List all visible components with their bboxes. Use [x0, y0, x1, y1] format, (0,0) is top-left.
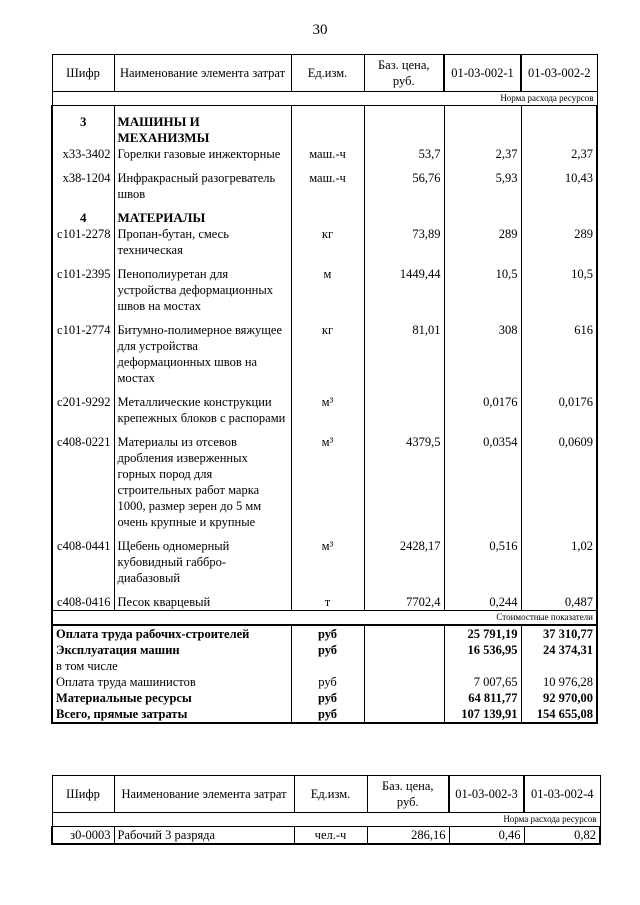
empty-cell: [364, 658, 444, 674]
spacer-cell: [52, 106, 114, 115]
empty-cell: [291, 210, 364, 226]
resource-norm-1: 10,5: [444, 266, 521, 314]
empty-cell: [364, 114, 444, 146]
spacer-cell: [444, 530, 521, 538]
spacer-cell: [291, 106, 364, 115]
cost-value-2: 24 374,31: [521, 642, 597, 658]
cost-row: [52, 706, 597, 723]
cost-label-row: [52, 611, 597, 626]
spacer-cell: [52, 162, 114, 170]
header-unit: Ед.изм.: [291, 55, 364, 92]
resource-code: с201-9292: [52, 394, 114, 426]
spacer-cell: [444, 106, 521, 115]
table-row: [52, 538, 597, 586]
spacer-cell: [291, 530, 364, 538]
resource-norm-1: 5,93: [444, 170, 521, 202]
resource-norm-2: 289: [521, 226, 597, 258]
spacer-cell: [52, 314, 114, 322]
spacer-cell: [364, 426, 444, 434]
section-title: МАТЕРИАЛЫ: [114, 210, 291, 226]
section-number: 4: [52, 210, 114, 226]
resource-norm-1: 0,244: [444, 594, 521, 611]
empty-cell: [521, 114, 597, 146]
spacer-cell: [521, 530, 597, 538]
spacer-row: [52, 202, 597, 210]
spacer-cell: [291, 202, 364, 210]
resource-price: 56,76: [364, 170, 444, 202]
table-body: [52, 827, 600, 845]
spacer-cell: [364, 386, 444, 394]
resource-price: 4379,5: [364, 434, 444, 530]
resource-unit: кг: [291, 322, 364, 386]
resource-code: с408-0221: [52, 434, 114, 530]
spacer-cell: [444, 386, 521, 394]
cost-row: [52, 674, 597, 690]
section-number: 3: [52, 114, 114, 146]
resource-price: 81,01: [364, 322, 444, 386]
header-col2: 01-03-002-4: [524, 776, 600, 813]
cost-value-2: 37 310,77: [521, 625, 597, 642]
spacer-cell: [521, 426, 597, 434]
norm-row: [52, 813, 600, 827]
header-price: Баз. цена, руб.: [367, 776, 449, 813]
empty-cell: [364, 706, 444, 723]
cost-value-1: [444, 658, 521, 674]
cost-value-1: 16 536,95: [444, 642, 521, 658]
spacer-cell: [364, 106, 444, 115]
header-name: Наименование элемента затрат: [114, 55, 291, 92]
resource-unit: м³: [291, 434, 364, 530]
spacer-cell: [521, 202, 597, 210]
spacer-cell: [364, 530, 444, 538]
spacer-cell: [114, 530, 291, 538]
spacer-cell: [521, 586, 597, 594]
spacer-cell: [444, 258, 521, 266]
spacer-cell: [444, 586, 521, 594]
resource-norm-1: 289: [444, 226, 521, 258]
resource-name: Инфракрасный разогреватель швов: [114, 170, 291, 202]
spacer-cell: [52, 386, 114, 394]
spacer-cell: [291, 586, 364, 594]
resource-norm-2: 616: [521, 322, 597, 386]
cost-unit: руб: [291, 690, 364, 706]
spacer-row: [52, 426, 597, 434]
empty-cell: [444, 114, 521, 146]
table-body: [52, 106, 597, 724]
spacer-cell: [364, 258, 444, 266]
empty-cell: [444, 210, 521, 226]
cost-row: [52, 642, 597, 658]
section-row: [52, 114, 597, 146]
resource-name: Рабочий 3 разряда: [114, 827, 294, 845]
cost-name: Оплата труда машинистов: [52, 674, 291, 690]
spacer-cell: [521, 258, 597, 266]
spacer-cell: [291, 162, 364, 170]
spacer-cell: [114, 426, 291, 434]
table-header-row: [52, 776, 600, 813]
table-row: [52, 322, 597, 386]
spacer-cell: [52, 258, 114, 266]
spacer-cell: [444, 314, 521, 322]
resource-name: Горелки газовые инжекторные: [114, 146, 291, 162]
cost-unit: [291, 658, 364, 674]
resource-price: 53,7: [364, 146, 444, 162]
cost-value-1: 64 811,77: [444, 690, 521, 706]
spacer-cell: [114, 202, 291, 210]
resource-name: Пенополиуретан для устройства деформационных швов на мостах: [114, 266, 291, 314]
cost-name: Материальные ресурсы: [52, 690, 291, 706]
cost-value-2: 154 655,08: [521, 706, 597, 723]
resource-code: с101-2774: [52, 322, 114, 386]
spacer-row: [52, 162, 597, 170]
resource-unit: м: [291, 266, 364, 314]
spacer-row: [52, 258, 597, 266]
header-code: Шифр: [52, 55, 114, 92]
spacer-cell: [521, 162, 597, 170]
resource-price: 1449,44: [364, 266, 444, 314]
spacer-row: [52, 586, 597, 594]
cost-name: Оплата труда рабочих-строителей: [52, 625, 291, 642]
spacer-cell: [521, 106, 597, 115]
resource-norm-2: 10,5: [521, 266, 597, 314]
spacer-cell: [444, 162, 521, 170]
resource-unit: маш.-ч: [291, 170, 364, 202]
spacer-cell: [364, 202, 444, 210]
resource-name: Битумно-полимерное вяжущее для устройства деформационных швов на мостах: [114, 322, 291, 386]
cost-unit: руб: [291, 625, 364, 642]
cost-unit: руб: [291, 706, 364, 723]
spacer-cell: [364, 314, 444, 322]
resource-name: Песок кварцевый: [114, 594, 291, 611]
empty-cell: [291, 114, 364, 146]
table-row: [52, 434, 597, 530]
resource-price: 2428,17: [364, 538, 444, 586]
spacer-cell: [444, 202, 521, 210]
spacer-cell: [52, 586, 114, 594]
cost-value-2: 92 970,00: [521, 690, 597, 706]
cost-value-2: [521, 658, 597, 674]
spacer-row: [52, 386, 597, 394]
empty-cell: [364, 642, 444, 658]
resource-norm-1: 0,516: [444, 538, 521, 586]
cost-row: [52, 690, 597, 706]
cost-name: Всего, прямые затраты: [52, 706, 291, 723]
table-row: [52, 266, 597, 314]
section-title: МАШИНЫ И МЕХАНИЗМЫ: [114, 114, 291, 146]
resource-code: х38-1204: [52, 170, 114, 202]
resource-unit: чел.-ч: [294, 827, 367, 845]
page-number: 30: [312, 22, 328, 38]
spacer-cell: [291, 314, 364, 322]
resource-norm-2: 2,37: [521, 146, 597, 162]
header-col1: 01-03-002-3: [449, 776, 524, 813]
cost-unit: руб: [291, 674, 364, 690]
resource-unit: маш.-ч: [291, 146, 364, 162]
resource-code: с408-0441: [52, 538, 114, 586]
cost-name: в том числе: [52, 658, 291, 674]
empty-cell: [364, 690, 444, 706]
spacer-cell: [521, 314, 597, 322]
table-row: [52, 394, 597, 426]
spacer-cell: [291, 426, 364, 434]
empty-cell: [364, 210, 444, 226]
spacer-cell: [52, 530, 114, 538]
spacer-cell: [291, 258, 364, 266]
resource-norm-2: 0,0176: [521, 394, 597, 426]
resource-unit: м³: [291, 394, 364, 426]
spacer-cell: [114, 162, 291, 170]
resource-code: с101-2395: [52, 266, 114, 314]
resource-price: 286,16: [367, 827, 449, 845]
empty-cell: [364, 625, 444, 642]
resource-unit: м³: [291, 538, 364, 586]
resource-name: Щебень одномерный кубовидный габбро-диабазовый: [114, 538, 291, 586]
spacer-cell: [364, 586, 444, 594]
resource-table-2: [51, 775, 601, 845]
resource-table-1: [51, 54, 598, 724]
cost-unit: руб: [291, 642, 364, 658]
spacer-row: [52, 530, 597, 538]
empty-cell: [364, 674, 444, 690]
resource-norm-1: 0,0176: [444, 394, 521, 426]
header-col2: 01-03-002-2: [521, 55, 597, 92]
header-col1: 01-03-002-1: [444, 55, 521, 92]
table-row: [52, 146, 597, 162]
norm-label: Норма расхода ресурсов: [52, 813, 600, 827]
resource-name: Металлические конструкции крепежных блоков с распорами: [114, 394, 291, 426]
header-price: Баз. цена, руб.: [364, 55, 444, 92]
cost-name: Эксплуатация машин: [52, 642, 291, 658]
header-name: Наименование элемента затрат: [114, 776, 294, 813]
spacer-cell: [114, 386, 291, 394]
cost-value-1: 7 007,65: [444, 674, 521, 690]
spacer-cell: [52, 202, 114, 210]
table-row: [52, 594, 597, 611]
table-row: [52, 226, 597, 258]
spacer-cell: [364, 162, 444, 170]
resource-price: 7702,4: [364, 594, 444, 611]
norm-label: Норма расхода ресурсов: [52, 92, 597, 106]
resource-norm-2: 10,43: [521, 170, 597, 202]
resource-name: Материалы из отсевов дробления изверженных горных пород для строительных работ марка 1000, размер зерен до 5 мм очень крупные и крупные: [114, 434, 291, 530]
resource-name: Пропан-бутан, смесь техническая: [114, 226, 291, 258]
norm-row: [52, 92, 597, 106]
spacer-cell: [52, 426, 114, 434]
resource-unit: т: [291, 594, 364, 611]
resource-norm-2: 0,82: [524, 827, 600, 845]
table-header-row: [52, 55, 597, 92]
section-row: [52, 210, 597, 226]
table-row: [52, 827, 600, 845]
cost-value-1: 107 139,91: [444, 706, 521, 723]
spacer-cell: [114, 258, 291, 266]
cost-row: [52, 658, 597, 674]
resource-norm-1: 2,37: [444, 146, 521, 162]
resource-norm-2: 0,487: [521, 594, 597, 611]
spacer-cell: [291, 386, 364, 394]
resource-code: с101-2278: [52, 226, 114, 258]
resource-unit: кг: [291, 226, 364, 258]
resource-price: 73,89: [364, 226, 444, 258]
spacer-row: [52, 106, 597, 115]
resource-code: с408-0416: [52, 594, 114, 611]
cost-label: Стоимостные показатели: [52, 611, 597, 626]
resource-norm-2: 0,0609: [521, 434, 597, 530]
empty-cell: [521, 210, 597, 226]
cost-row: [52, 625, 597, 642]
spacer-cell: [444, 426, 521, 434]
header-unit: Ед.изм.: [294, 776, 367, 813]
resource-norm-1: 0,0354: [444, 434, 521, 530]
resource-norm-1: 308: [444, 322, 521, 386]
spacer-cell: [114, 314, 291, 322]
resource-norm-1: 0,46: [449, 827, 524, 845]
table-row: [52, 170, 597, 202]
resource-code: з0-0003: [52, 827, 114, 845]
spacer-cell: [114, 106, 291, 115]
header-code: Шифр: [52, 776, 114, 813]
cost-value-2: 10 976,28: [521, 674, 597, 690]
spacer-cell: [114, 586, 291, 594]
resource-code: х33-3402: [52, 146, 114, 162]
spacer-row: [52, 314, 597, 322]
resource-norm-2: 1,02: [521, 538, 597, 586]
spacer-cell: [521, 386, 597, 394]
resource-price: [364, 394, 444, 426]
cost-value-1: 25 791,19: [444, 625, 521, 642]
